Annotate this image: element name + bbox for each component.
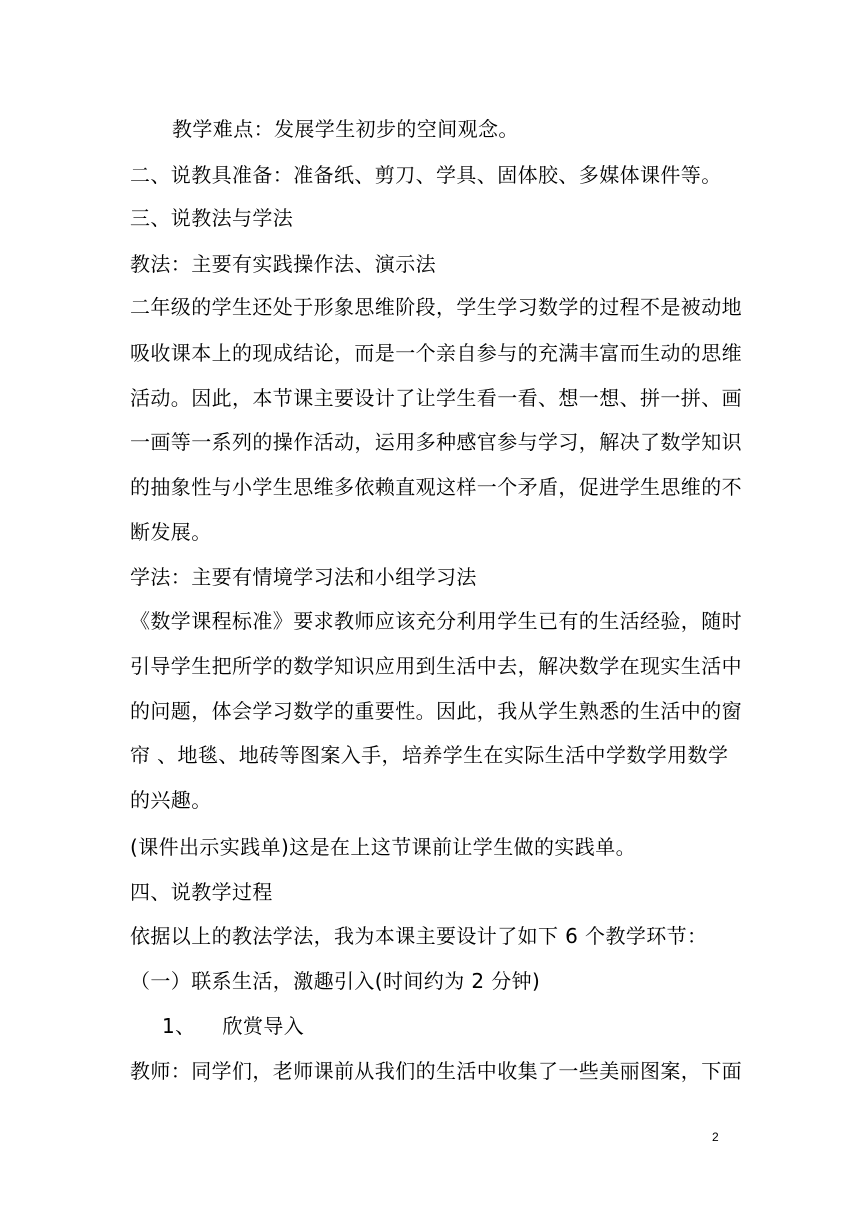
text-line: 吸收课本上的现成结论，而是一个亲自参与的充满丰富而生动的思维 [130,341,742,365]
section-heading: 四、说教学过程 [130,880,273,904]
text-line: 一画等一系列的操作活动，运用多种感官参与学习，解决了数学知识 [130,430,742,454]
text-line: 的问题，体会学习数学的重要性。因此，我从学生熟悉的生活中的窗 [130,699,742,723]
text-line: 教师：同学们，老师课前从我们的生活中收集了一些美丽图案，下面 [130,1059,742,1083]
numbered-item: 1、 欣赏导入 [162,1014,305,1038]
text-line: 帘 、地毯、地砖等图案入手，培养学生在实际生活中学数学用数学 [130,743,729,767]
subsection-heading: （一）联系生活，激趣引入(时间约为 2 分钟) [130,969,541,993]
text-line: 《数学课程标准》要求教师应该充分利用学生已有的生活经验，随时 [130,609,742,633]
text-line: 的兴趣。 [130,788,212,812]
text-line: 依据以上的教法学法，我为本课主要设计了如下 6 个教学环节： [130,924,708,948]
text-line: 的抽象性与小学生思维多依赖直观这样一个矛盾，促进学生思维的不 [130,475,742,499]
text-line: 教学难点：发展学生初步的空间观念。 [172,117,519,141]
page-number: 2 [712,1130,719,1144]
text-line: (课件出示实践单)这是在上这节课前让学生做的实践单。 [130,835,637,859]
text-line: 活动。因此，本节课主要设计了让学生看一看、想一想、拼一拼、画 [130,386,742,410]
text-line: 学法：主要有情境学习法和小组学习法 [130,565,477,589]
text-line: 二、说教具准备：准备纸、剪刀、学具、固体胶、多媒体课件等。 [130,163,722,187]
text-line: 二年级的学生还处于形象思维阶段，学生学习数学的过程不是被动地 [130,295,742,319]
text-line: 教法：主要有实践操作法、演示法 [130,252,436,276]
text-line: 断发展。 [130,520,212,544]
section-heading: 三、说教法与学法 [130,206,294,230]
text-line: 引导学生把所学的数学知识应用到生活中去，解决数学在现实生活中 [130,654,742,678]
